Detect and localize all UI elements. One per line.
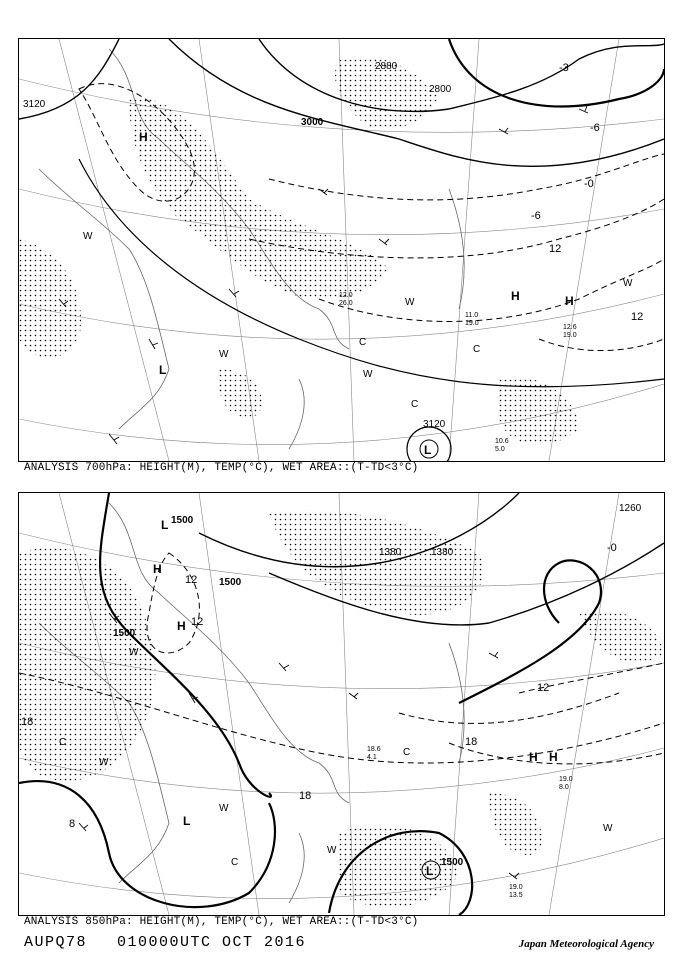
cold-mark: C [359, 337, 367, 348]
temp-label: 12 [185, 574, 198, 586]
high-center: H [565, 294, 574, 308]
wet-areas [19, 56, 579, 445]
temp-label: 12 [537, 682, 550, 694]
temp-label: -6 [531, 210, 541, 222]
agency-credit: Japan Meteorological Agency [518, 938, 654, 950]
height-label: 3120 [23, 99, 46, 110]
chart-code: AUPQ78 [24, 934, 88, 951]
station-value: 5.0 [495, 446, 505, 453]
cold-mark: C [231, 857, 239, 868]
station-value: 4.1 [367, 754, 377, 761]
station-value: 19.0 [559, 776, 573, 783]
station-value: 13.5 [509, 892, 523, 899]
height-label: 1500 [441, 857, 464, 868]
low-center: L [159, 363, 167, 377]
low-center: L [161, 518, 169, 532]
height-label: 2800 [429, 84, 452, 95]
station-value: 26.0 [339, 300, 353, 307]
map-panel-700hpa [18, 38, 665, 462]
temp-label: 18 [21, 716, 34, 728]
chart-identifier [24, 934, 336, 951]
cold-mark: C [473, 344, 481, 355]
warm-mark: W [99, 757, 109, 768]
warm-mark: W [405, 297, 415, 308]
caption-700hpa: ANALYSIS 700hPa: HEIGHT(M), TEMP(°C), WET AREA::(T-TD<3°C) [24, 462, 419, 474]
low-center: L [426, 864, 434, 878]
station-value: 12.6 [563, 324, 577, 331]
temp-label: 12 [549, 243, 562, 255]
height-label: 1500 [171, 515, 194, 526]
station-value: 10.6 [495, 438, 509, 445]
height-label: 1500 [219, 577, 242, 588]
temp-label: 18 [465, 736, 478, 748]
cold-mark: C [59, 737, 67, 748]
map-850hpa-drawing [19, 493, 664, 915]
station-value: 19.0 [563, 332, 577, 339]
station-value: 18.6 [367, 746, 381, 753]
map-700hpa-drawing [19, 39, 664, 461]
caption-850hpa: ANALYSIS 850hPa: HEIGHT(M), TEMP(°C), WET AREA::(T-TD<3°C) [24, 916, 419, 928]
temp-label: 8 [69, 818, 76, 830]
warm-mark: W [327, 845, 337, 856]
station-value: 11.0 [465, 312, 479, 319]
height-label: 1380 [431, 547, 454, 558]
high-center: H [529, 750, 538, 764]
cold-mark: C [403, 747, 411, 758]
temp-label: 18 [299, 790, 312, 802]
high-center: H [511, 289, 520, 303]
warm-mark: W [623, 278, 633, 289]
temp-label: 12 [631, 311, 644, 323]
temp-label: -3 [559, 62, 569, 74]
temp-label: -0 [607, 542, 617, 554]
height-label: 3000 [301, 117, 324, 128]
station-value: 19.0 [509, 884, 523, 891]
warm-mark: W [219, 349, 229, 360]
low-center: L [183, 814, 191, 828]
high-center: H [177, 619, 186, 633]
height-label: 2880 [375, 61, 398, 72]
temp-label: -0 [584, 178, 594, 190]
warm-mark: W [83, 231, 93, 242]
warm-mark: W [219, 803, 229, 814]
chart-datetime: 010000UTC OCT 2016 [117, 934, 307, 951]
warm-mark: W [363, 369, 373, 380]
height-label: 1260 [619, 503, 642, 514]
station-value: 12.0 [339, 292, 353, 299]
temp-label: 12 [191, 616, 204, 628]
low-center: L [424, 443, 432, 457]
high-center: H [153, 562, 162, 576]
temp-label: -6 [590, 122, 600, 134]
height-label: 3120 [423, 419, 446, 430]
height-label: 1380 [379, 547, 402, 558]
station-value: 8.0 [559, 784, 569, 791]
wet-areas [19, 510, 664, 907]
warm-mark: W [603, 823, 613, 834]
cold-mark: C [411, 399, 419, 410]
high-center: H [549, 750, 558, 764]
station-value: 19.0 [465, 320, 479, 327]
high-center: H [139, 130, 148, 144]
height-label: 1500 [113, 628, 136, 639]
map-panel-850hpa [18, 492, 665, 916]
warm-mark: W [129, 647, 139, 658]
